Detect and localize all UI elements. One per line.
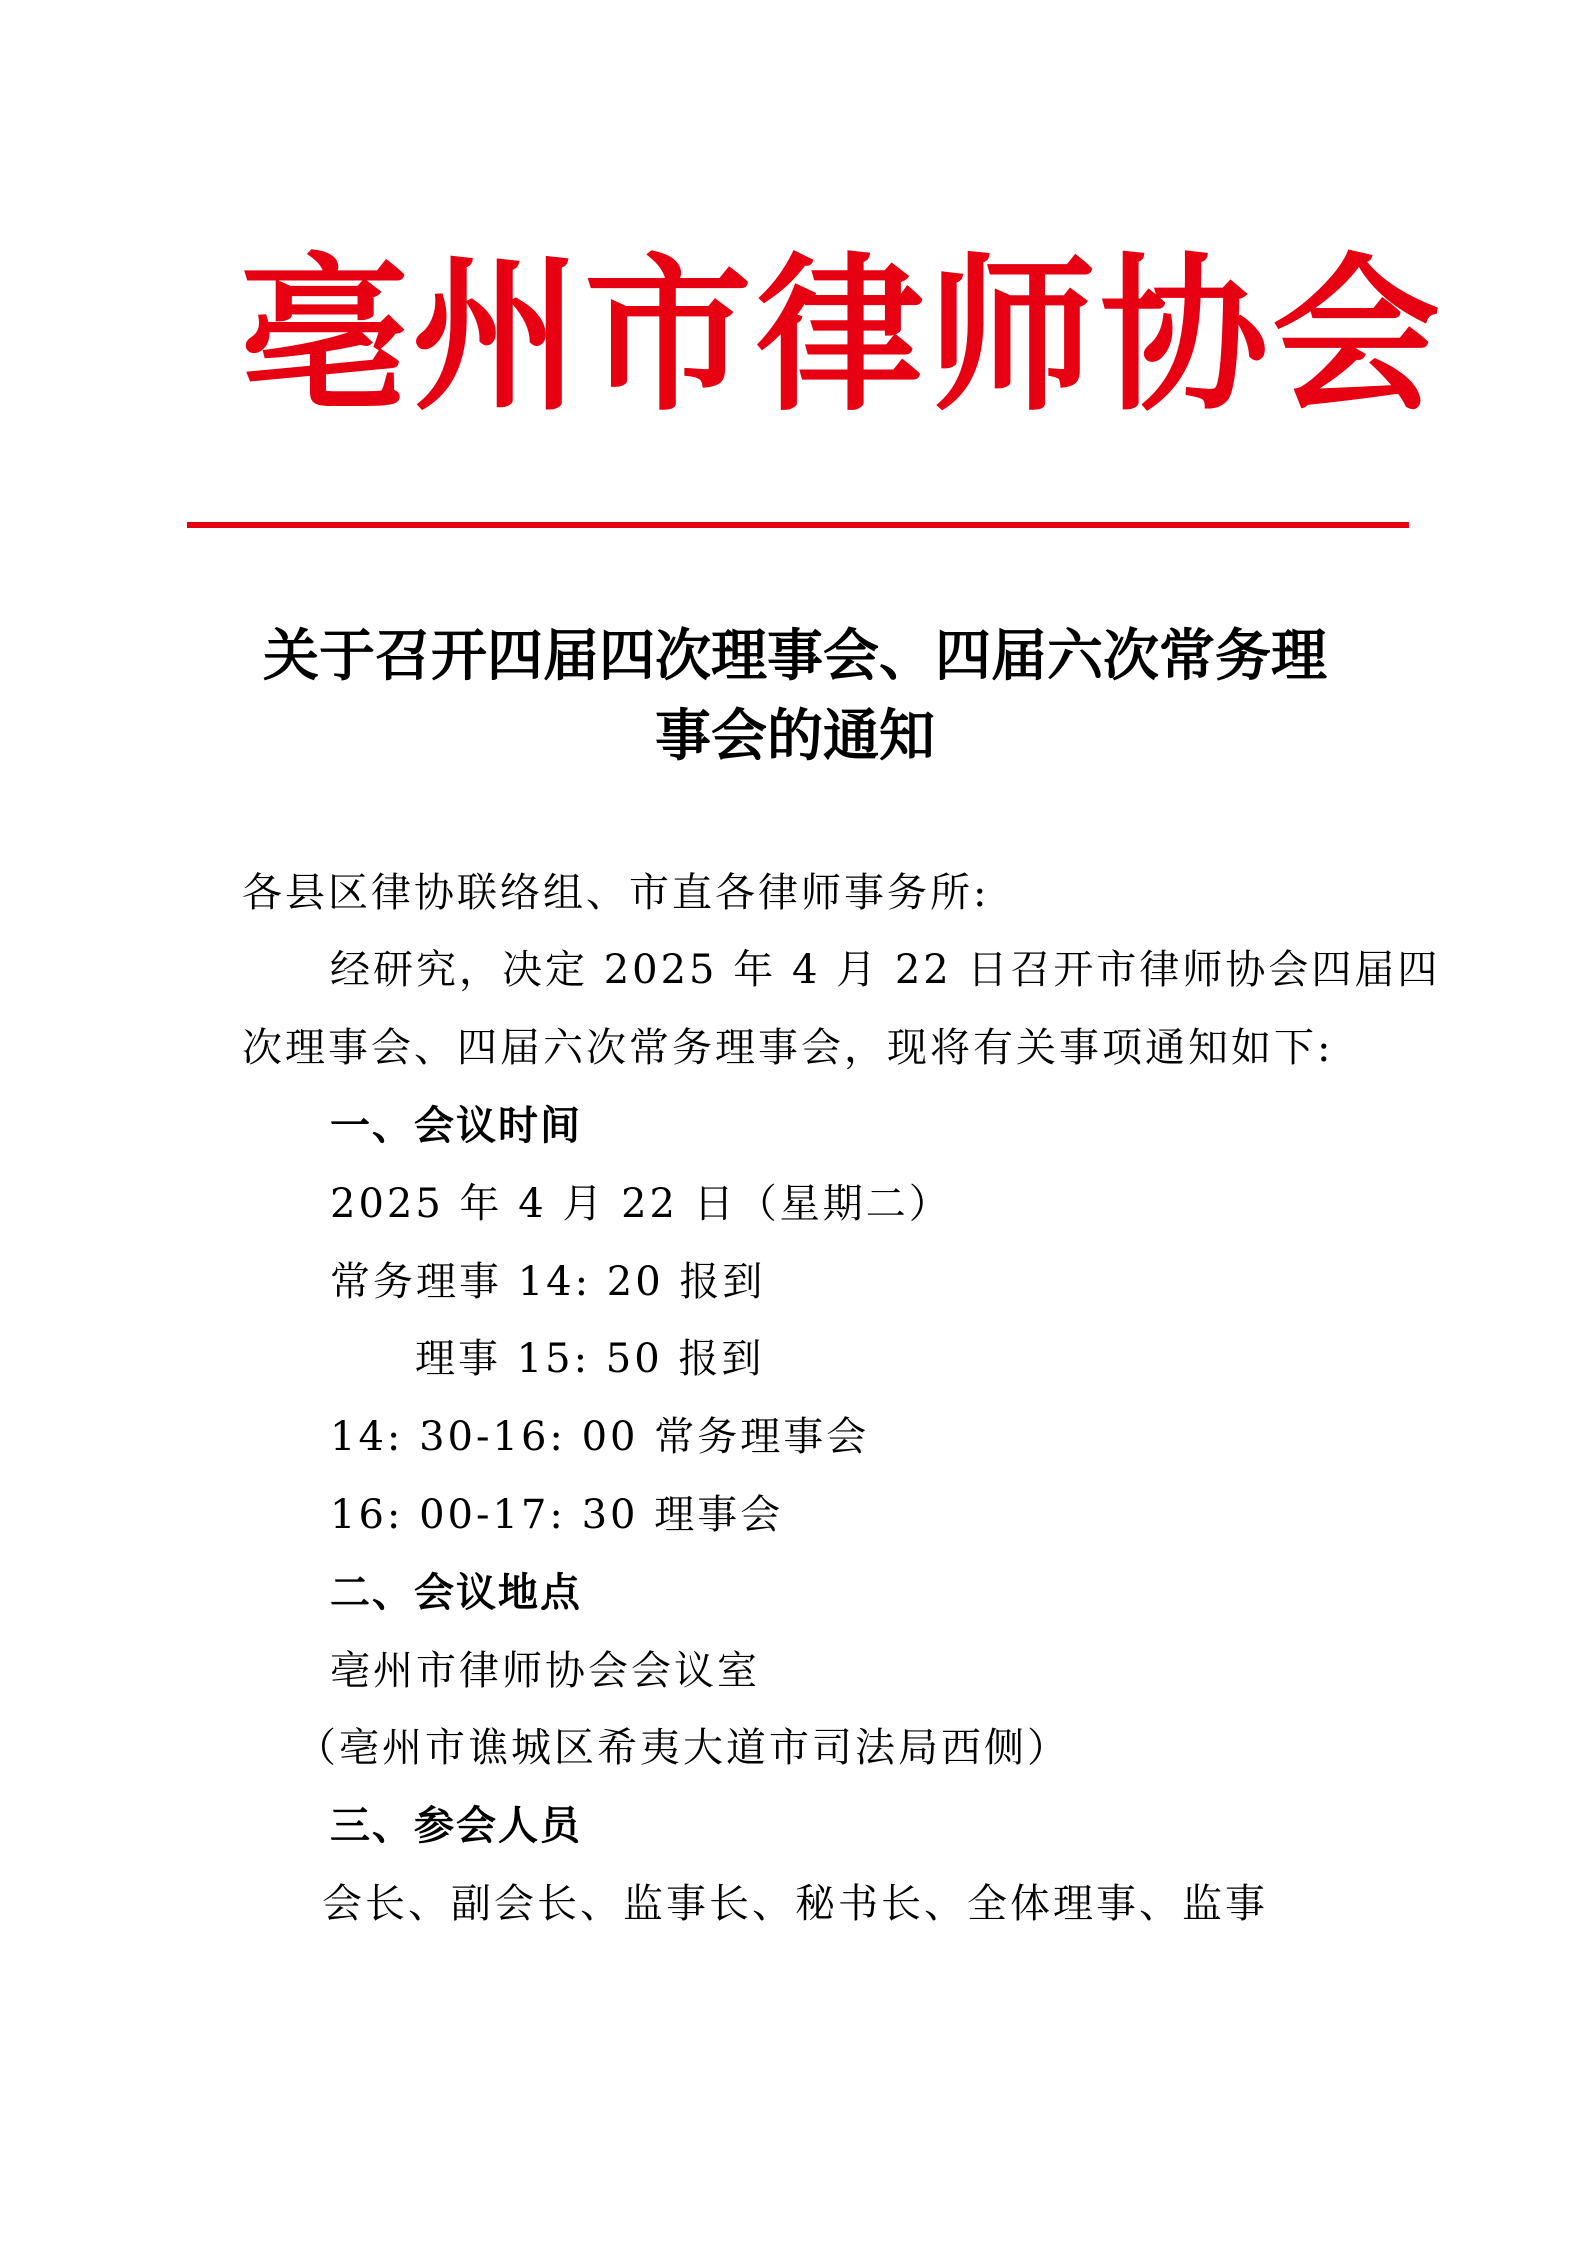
section-heading-meeting-venue: 二、会议地点 <box>330 1570 582 1616</box>
checkin-directors: 理事 15: 50 报到 <box>415 1336 765 1382</box>
masthead-title: 亳州市律师协会 <box>240 236 1444 434</box>
masthead-red-rule <box>187 522 1409 528</box>
venue-name: 亳州市律师协会会议室 <box>330 1648 760 1694</box>
session-council: 16: 00-17: 30 理事会 <box>330 1492 784 1538</box>
intro-line-2: 次理事会、四届六次常务理事会，现将有关事项通知如下: <box>242 1025 1334 1071</box>
notice-title <box>240 616 1350 776</box>
section-heading-meeting-time: 一、会议时间 <box>330 1103 582 1149</box>
salutation: 各县区律协联络组、市直各律师事务所: <box>242 870 990 916</box>
section-heading-attendees: 三、参会人员 <box>330 1803 582 1849</box>
attendees-list: 会长、副会长、监事长、秘书长、全体理事、监事 <box>322 1881 1268 1927</box>
intro-line-1: 经研究，决定 2025 年 4 月 22 日召开市律师协会四届四 <box>330 947 1441 993</box>
notice-title-line-1: 关于召开四届四次理事会、四届六次常务理 <box>263 623 1327 689</box>
checkin-standing-directors: 常务理事 14: 20 报到 <box>330 1259 766 1305</box>
notice-title-line-2: 事会的通知 <box>655 703 935 769</box>
venue-address: （亳州市谯城区希夷大道市司法局西侧） <box>296 1725 1070 1771</box>
meeting-date: 2025 年 4 月 22 日（星期二） <box>330 1181 952 1227</box>
session-standing-council: 14: 30-16: 00 常务理事会 <box>330 1414 870 1460</box>
